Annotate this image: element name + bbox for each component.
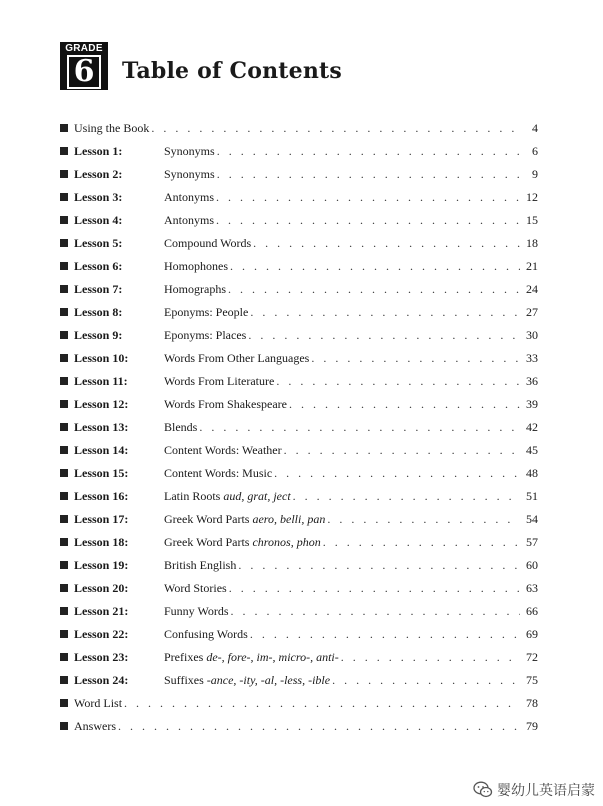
entry-title (74, 121, 149, 136)
entry-title-text: Content Words: Weather (164, 443, 282, 457)
wechat-icon (473, 780, 493, 800)
lesson-number: Lesson 13: (74, 420, 129, 434)
entry-title-text: Latin Roots (164, 489, 224, 503)
entry-title-text: Synonyms (164, 144, 215, 158)
entry-title (74, 696, 122, 711)
square-bullet-icon (60, 699, 68, 707)
square-bullet-icon (60, 676, 68, 684)
toc-row (60, 696, 538, 719)
entry-title-text: Words From Literature (164, 374, 275, 388)
toc-row (60, 466, 538, 489)
dot-leader (250, 627, 520, 642)
entry-title-text: Antonyms (164, 190, 215, 204)
lesson-number: Lesson 6: (74, 259, 123, 273)
dot-leader (217, 167, 520, 182)
square-bullet-icon (60, 722, 68, 730)
square-bullet-icon (60, 538, 68, 546)
entry-title (164, 282, 226, 297)
lesson-number: Lesson 10: (74, 351, 129, 365)
entry-title (74, 719, 116, 734)
entry-title-text: Blends (164, 420, 198, 434)
toc-row (60, 282, 538, 305)
square-bullet-icon (60, 423, 68, 431)
toc-row (60, 650, 538, 673)
entry-title-text: Antonyms (164, 213, 215, 227)
lesson-number: Lesson 20: (74, 581, 129, 595)
toc-row (60, 121, 538, 144)
square-bullet-icon (60, 239, 68, 247)
entry-title-text: Eponyms: People (164, 305, 249, 319)
lesson-number: Lesson 22: (74, 627, 129, 641)
entry-title-text: Eponyms: Places (164, 328, 247, 342)
square-bullet-icon (60, 193, 68, 201)
page-number: 24 (526, 282, 538, 296)
entry-title-text: Using the Book (74, 121, 150, 135)
watermark (473, 780, 595, 800)
square-bullet-icon (60, 147, 68, 155)
dot-leader (293, 489, 520, 504)
entry-title-text: Greek Word Parts (164, 512, 253, 526)
page-number: 72 (526, 650, 538, 664)
grade-label: GRADE (65, 43, 103, 54)
entry-title-text: Homophones (164, 259, 228, 273)
entry-title (164, 259, 228, 274)
page-number: 36 (526, 374, 538, 388)
lesson-number: Lesson 24: (74, 673, 129, 687)
toc-row (60, 397, 538, 420)
page-number: 69 (526, 627, 538, 641)
dot-leader (238, 558, 520, 573)
entry-title (164, 144, 215, 159)
page-number: 30 (526, 328, 538, 342)
lesson-number: Lesson 12: (74, 397, 129, 411)
toc-row (60, 144, 538, 167)
lesson-number: Lesson 4: (74, 213, 123, 227)
square-bullet-icon (60, 331, 68, 339)
toc-row (60, 259, 538, 282)
entry-title (164, 535, 321, 550)
entry-title (164, 443, 282, 458)
toc-row (60, 167, 538, 190)
entry-title (164, 650, 339, 665)
page-number: 6 (532, 144, 538, 158)
entry-title-text: Word List (74, 696, 123, 710)
dot-leader (229, 581, 520, 596)
square-bullet-icon (60, 308, 68, 316)
entry-title (164, 420, 197, 435)
page-number: 42 (526, 420, 538, 434)
page-number: 51 (526, 489, 538, 503)
entry-title (164, 604, 229, 619)
page-number: 33 (526, 351, 538, 365)
toc-row (60, 420, 538, 443)
toc-row (60, 213, 538, 236)
lesson-number: Lesson 21: (74, 604, 129, 618)
dot-leader (250, 305, 520, 320)
entry-title (164, 397, 287, 412)
toc-row (60, 535, 538, 558)
toc-row (60, 489, 538, 512)
entry-title-text: Answers (74, 719, 116, 733)
page-number: 66 (526, 604, 538, 618)
entry-title-text: Word Stories (164, 581, 227, 595)
dot-leader (216, 190, 520, 205)
lesson-number: Lesson 11: (74, 374, 128, 388)
page-number: 4 (532, 121, 538, 135)
square-bullet-icon (60, 630, 68, 638)
toc-row (60, 627, 538, 650)
entry-title-text: Content Words: Music (164, 466, 273, 480)
dot-leader (253, 236, 520, 251)
page-number: 39 (526, 397, 538, 411)
dot-leader (276, 374, 520, 389)
dot-leader (124, 696, 520, 711)
lesson-number: Lesson 7: (74, 282, 123, 296)
toc-row (60, 236, 538, 259)
page-number: 48 (526, 466, 538, 480)
page-number: 60 (526, 558, 538, 572)
page-number: 57 (526, 535, 538, 549)
dot-leader (341, 650, 520, 665)
entry-title-text: Homographs (164, 282, 226, 296)
entry-title-text: Suffixes (164, 673, 207, 687)
toc-row (60, 305, 538, 328)
square-bullet-icon (60, 584, 68, 592)
toc-row (60, 328, 538, 351)
dot-leader (327, 512, 520, 527)
toc-row (60, 673, 538, 696)
dot-leader (151, 121, 520, 136)
page-number: 63 (526, 581, 538, 595)
square-bullet-icon (60, 400, 68, 408)
page-number: 12 (526, 190, 538, 204)
entry-title (164, 190, 214, 205)
dot-leader (274, 466, 520, 481)
page-number: 79 (526, 719, 538, 733)
lesson-number: Lesson 3: (74, 190, 123, 204)
square-bullet-icon (60, 216, 68, 224)
square-bullet-icon (60, 354, 68, 362)
entry-title (164, 305, 248, 320)
entry-title (164, 374, 274, 389)
entry-title-italic: de-, fore-, im-, micro-, anti- (206, 650, 339, 664)
lesson-number: Lesson 17: (74, 512, 129, 526)
entry-title-text: Prefixes (164, 650, 207, 664)
lesson-number: Lesson 16: (74, 489, 129, 503)
dot-leader (199, 420, 520, 435)
entry-title (164, 581, 227, 596)
entry-title (164, 167, 215, 182)
lesson-number: Lesson 8: (74, 305, 123, 319)
entry-title (164, 558, 236, 573)
entry-title (164, 673, 330, 688)
square-bullet-icon (60, 285, 68, 293)
entry-title-italic: aero, belli, pan (252, 512, 326, 526)
toc-row (60, 581, 538, 604)
lesson-number: Lesson 9: (74, 328, 123, 342)
entry-title-text: British English (164, 558, 237, 572)
square-bullet-icon (60, 515, 68, 523)
page-number: 78 (526, 696, 538, 710)
square-bullet-icon (60, 124, 68, 132)
dot-leader (289, 397, 520, 412)
entry-title (164, 466, 272, 481)
page-number: 27 (526, 305, 538, 319)
lesson-number: Lesson 1: (74, 144, 123, 158)
table-of-contents (60, 121, 538, 742)
lesson-number: Lesson 2: (74, 167, 123, 181)
page-number: 15 (526, 213, 538, 227)
toc-row (60, 351, 538, 374)
entry-title-italic: -ance, -ity, -al, -less, -ible (206, 673, 331, 687)
dot-leader (332, 673, 520, 688)
lesson-number: Lesson 5: (74, 236, 123, 250)
toc-row (60, 190, 538, 213)
dot-leader (230, 259, 520, 274)
entry-title (164, 512, 325, 527)
entry-title-text: Funny Words (164, 604, 229, 618)
entry-title-text: Compound Words (164, 236, 252, 250)
entry-title (164, 213, 214, 228)
lesson-number: Lesson 18: (74, 535, 129, 549)
entry-title-text: Words From Shakespeare (164, 397, 288, 411)
page-number: 9 (532, 167, 538, 181)
dot-leader (284, 443, 520, 458)
toc-row (60, 443, 538, 466)
lesson-number: Lesson 19: (74, 558, 129, 572)
lesson-number: Lesson 14: (74, 443, 129, 457)
dot-leader (228, 282, 520, 297)
square-bullet-icon (60, 446, 68, 454)
page-number: 75 (526, 673, 538, 687)
entry-title-italic: chronos, phon (252, 535, 321, 549)
square-bullet-icon (60, 262, 68, 270)
toc-row (60, 512, 538, 535)
page-number: 54 (526, 512, 538, 526)
page-number: 45 (526, 443, 538, 457)
dot-leader (231, 604, 521, 619)
entry-title (164, 351, 309, 366)
watermark-text: 婴幼儿英语启蒙 (497, 783, 595, 799)
page-number: 21 (526, 259, 538, 273)
entry-title-italic: aud, grat, ject (223, 489, 291, 503)
dot-leader (248, 328, 520, 343)
entry-title-text: Synonyms (164, 167, 215, 181)
grade-badge (60, 42, 108, 90)
square-bullet-icon (60, 607, 68, 615)
dot-leader (216, 213, 520, 228)
toc-row (60, 604, 538, 627)
toc-row (60, 558, 538, 581)
dot-leader (323, 535, 520, 550)
square-bullet-icon (60, 469, 68, 477)
entry-title-text: Greek Word Parts (164, 535, 253, 549)
square-bullet-icon (60, 492, 68, 500)
entry-title (164, 627, 248, 642)
square-bullet-icon (60, 653, 68, 661)
entry-title-text: Confusing Words (164, 627, 248, 641)
entry-title (164, 236, 251, 251)
square-bullet-icon (60, 170, 68, 178)
toc-row (60, 374, 538, 397)
dot-leader (311, 351, 520, 366)
lesson-number: Lesson 15: (74, 466, 129, 480)
lesson-number: Lesson 23: (74, 650, 129, 664)
grade-number: 6 (67, 55, 101, 89)
square-bullet-icon (60, 377, 68, 385)
entry-title (164, 489, 291, 504)
page-number: 18 (526, 236, 538, 250)
dot-leader (118, 719, 520, 734)
entry-title-text: Words From Other Languages (164, 351, 310, 365)
toc-row (60, 719, 538, 742)
square-bullet-icon (60, 561, 68, 569)
entry-title (164, 328, 246, 343)
dot-leader (217, 144, 520, 159)
page-title: Table of Contents (122, 58, 342, 84)
